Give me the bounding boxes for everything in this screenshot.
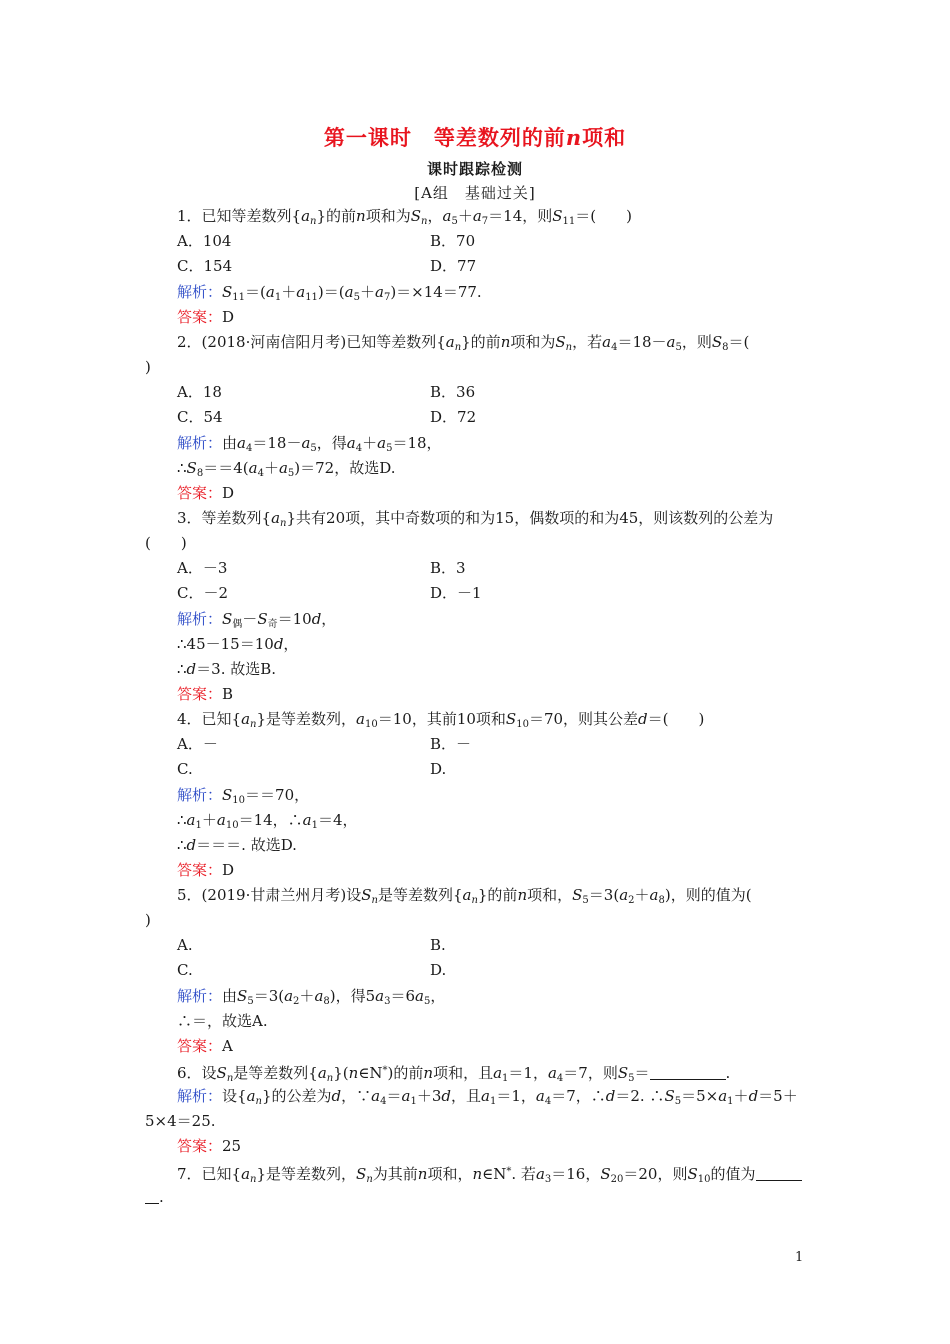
page-title — [0, 122, 950, 152]
q1-option-c: C．154 — [177, 257, 233, 275]
title-prefix: 第一课时 等差数列的前 — [323, 125, 566, 150]
q7-stem-wrap: . — [145, 1187, 164, 1207]
q1-stem: 1．已知等差数列$\{a_n\}$的前n项和为$S_n$，$a_5+a_7=14$，则$S_{11}=$( ) — [177, 207, 632, 227]
q3-solution-3: ∴d＝3. 故选B. — [177, 660, 277, 678]
q5-solution-2: ∴＝，故选A. — [177, 1012, 268, 1030]
answer-label: 答案： — [177, 484, 223, 502]
answer-label: 答案： — [177, 685, 223, 703]
title-suffix: 项和 — [582, 125, 627, 150]
q3-answer: 答案：B — [177, 685, 234, 703]
q5-solution-1: 解析：由$S_5=3(a_2+a_8)$，得$5a_3=6a_5$， — [177, 987, 446, 1007]
analysis-label: 解析： — [177, 283, 223, 301]
q5-stem: 5．(2019·甘肃兰州月考)设$S_n$是等差数列$\{a_n\}$的前n项和，$S_5=3(a_2+a_8)$，则的值为( — [177, 886, 752, 906]
q1-option-b: B．70 — [430, 232, 476, 250]
q5-stem-wrap: ) — [145, 911, 151, 929]
q2-solution-2: $\therefore S_8==4(a_4+a_5)=72$，故选D. — [177, 459, 396, 479]
q1-option-a: A．104 — [177, 232, 232, 250]
analysis-label: 解析： — [177, 786, 223, 804]
q4-option-b: B．－ — [430, 735, 472, 753]
analysis-label: 解析： — [177, 610, 223, 628]
q5-answer: 答案：A — [177, 1037, 233, 1055]
q3-solution-1: 解析：$S_偶-S_奇=10d$， — [177, 610, 337, 630]
page-number: 1 — [795, 1250, 804, 1265]
q7-stem: 7．已知$\{a_n\}$是等差数列，$S_n$为其前n项和，n∈N*. 若$a_3=16$，$S_{20}=20$，则$S_{10}$的值为 — [177, 1162, 802, 1190]
q2-option-b: B．36 — [430, 383, 476, 401]
q3-stem: 3．等差数列$\{a_n\}$共有20项，其中奇数项的和为15，偶数项的和为45，则该数列的公差为 — [177, 509, 774, 529]
q1-option-d: D．77 — [430, 257, 477, 275]
answer-label: 答案： — [177, 1137, 223, 1155]
q5-option-b: B. — [430, 936, 446, 954]
q6-stem: 6．设$S_n$是等差数列$\{a_n\}(n\in N^*)$的前n项和，且$a_1=1$，$a_4=7$，则$S_5=$ . — [177, 1064, 731, 1084]
q2-option-c: C．54 — [177, 408, 223, 426]
analysis-label: 解析： — [177, 1087, 223, 1105]
answer-blank[interactable] — [650, 1065, 726, 1080]
title-variable: n — [565, 125, 583, 150]
answer-label: 答案： — [177, 308, 223, 326]
analysis-label: 解析： — [177, 987, 223, 1005]
q2-answer: 答案：D — [177, 484, 235, 502]
q4-solution-3: ∴d＝＝＝. 故选D. — [177, 836, 297, 854]
q2-stem-wrap: ) — [145, 358, 151, 376]
q6-solution-1: 解析：设$\{a_n\}$的公差为d，$\because a_4=a_1+3d$，且$a_1=1$，$a_4=7$，∴d＝2. $\therefore S_5=5\times a_1+d=5+$ — [177, 1087, 798, 1107]
q4-stem: 4．已知$\{a_n\}$是等差数列，$a_{10}=10$，其前10项和$S_{10}=70$，则其公差d＝( ) — [177, 710, 705, 730]
q4-option-a: A．－ — [177, 735, 218, 753]
q3-option-b: B．3 — [430, 559, 466, 577]
answer-blank-continued[interactable] — [145, 1189, 159, 1204]
q1-solution: 解析：$S_{11}=(a_1+a_{11})=(a_5+a_7)=\times 14=77$. — [177, 283, 482, 303]
q3-stem-wrap: ( ) — [145, 534, 187, 552]
answer-label: 答案： — [177, 861, 223, 879]
q1-answer: 答案：D — [177, 308, 235, 326]
q4-answer: 答案：D — [177, 861, 235, 879]
answer-label: 答案： — [177, 1037, 223, 1055]
q4-solution-1: 解析：$S_{10}==70$， — [177, 786, 310, 806]
q2-solution-1: 解析：由$a_4=18-a_5$，得$a_4+a_5=18$， — [177, 434, 442, 454]
q2-option-d: D．72 — [430, 408, 477, 426]
q5-option-a: A. — [177, 936, 193, 954]
q3-option-d: D．－1 — [430, 584, 482, 602]
page-subtitle: 课时跟踪检测 — [426, 160, 523, 178]
q5-option-d: D. — [430, 961, 447, 979]
answer-blank[interactable] — [756, 1166, 802, 1181]
q4-option-c: C. — [177, 760, 193, 778]
q2-option-a: A．18 — [177, 383, 222, 401]
q3-option-a: A．－3 — [177, 559, 228, 577]
q4-solution-2: $\therefore a_1+a_{10}=14$，$\therefore a_1=4$， — [177, 811, 358, 831]
q6-answer: 答案：25 — [177, 1137, 242, 1155]
q2-stem: 2．(2018·河南信阳月考)已知等差数列$\{a_n\}$的前n项和为$S_n$，若$a_4=18-a_5$，则$S_8=$( — [177, 333, 750, 353]
analysis-label: 解析： — [177, 434, 223, 452]
q3-option-c: C．－2 — [177, 584, 229, 602]
q6-solution-2: 5×4＝25. — [145, 1112, 216, 1130]
q3-solution-2: ∴45－15＝10d， — [177, 635, 299, 653]
group-label: [A组 基础过关] — [414, 184, 536, 202]
q4-option-d: D. — [430, 760, 447, 778]
q5-option-c: C. — [177, 961, 193, 979]
